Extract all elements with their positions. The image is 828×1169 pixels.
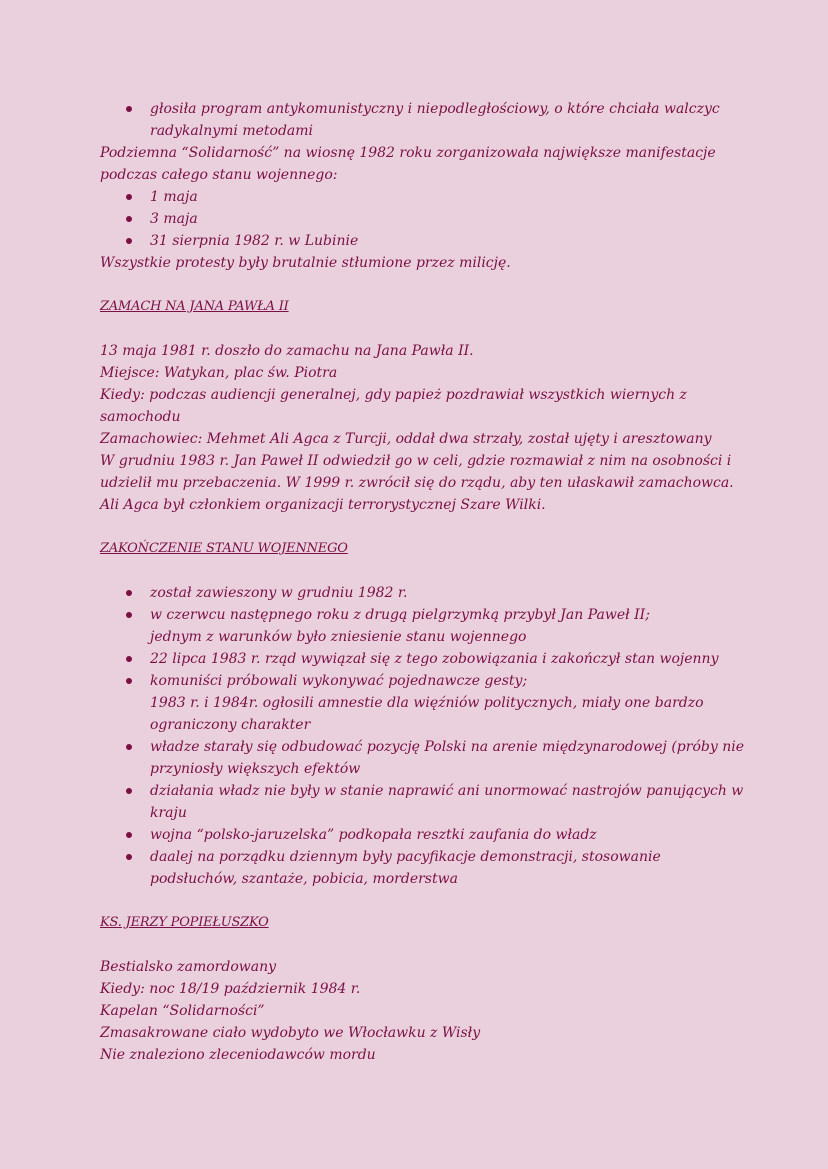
bullet-icon (126, 788, 132, 794)
paragraph-line: W grudniu 1983 r. Jan Paweł II odwiedził go w celi, gdzie rozmawiał z nim na osobności i (100, 453, 732, 469)
list-item (100, 736, 748, 780)
list-item (100, 780, 748, 824)
section-heading-popieluszko: KS. JERZY POPIEŁUSZKO (100, 915, 269, 930)
popieluszko-section (100, 956, 748, 1066)
bullet-icon (126, 590, 132, 596)
intro-list (100, 98, 748, 142)
paragraph-line: udzielił mu przebaczenia. W 1999 r. zwrócił się do rządu, aby ten ułaskawił zamachowca. (100, 475, 734, 491)
paragraph-line: Kapelan “Solidarności” (100, 1003, 265, 1019)
paragraph-line: Kiedy: noc 18/19 październik 1984 r. (100, 981, 361, 997)
bullet-icon (126, 656, 132, 662)
bullet-icon (126, 854, 132, 860)
list-item (100, 186, 748, 208)
text-line: władze starały się odbudować pozycję Polski na arenie międzynarodowej (próby nie (150, 739, 744, 755)
paragraph-line: Zamachowiec: Mehmet Ali Agca z Turcji, oddał dwa strzały, został ujęty i aresztowany (100, 431, 712, 447)
bullet-icon (126, 194, 132, 200)
text-line: 1983 r. i 1984r. ogłosili amnestie dla więźniów politycznych, miały one bardzo (150, 695, 704, 711)
list-item (100, 98, 748, 142)
protest-note: Wszystkie protesty były brutalnie stłumione przez milicję. (100, 255, 511, 271)
text-line: głosiła program antykomunistyczny i niepodległościowy, o które chciała walczyc (150, 101, 720, 117)
list-item (100, 846, 748, 890)
paragraph-line: podczas całego stanu wojennego: (100, 167, 338, 183)
text-line: został zawieszony w grudniu 1982 r. (150, 585, 408, 601)
bullet-icon (126, 832, 132, 838)
paragraph-line: Zmasakrowane ciało wydobyto we Włocławku z Wisły (100, 1025, 481, 1041)
section-heading-zakonczenie: ZAKOŃCZENIE STANU WOJENNEGO (100, 541, 348, 556)
paragraph-line: Miejsce: Watykan, plac św. Piotra (100, 365, 338, 381)
bullet-icon (126, 238, 132, 244)
text-line: w czerwcu następnego roku z drugą pielgrzymką przybył Jan Paweł II; (150, 607, 650, 623)
text-line: działania władz nie były w stanie naprawić ani unormować nastrojów panujących w (150, 783, 744, 799)
bullet-icon (126, 216, 132, 222)
paragraph-line: Bestialsko zamordowany (100, 959, 276, 975)
text-line: radykalnymi metodami (150, 123, 314, 139)
list-item (100, 208, 748, 230)
bullet-icon (126, 744, 132, 750)
text-line: ograniczony charakter (150, 717, 311, 733)
list-item (100, 582, 748, 604)
paragraph-line: Ali Agca był członkiem organizacji terrorystycznej Szare Wilki. (100, 497, 546, 513)
text-line: podsłuchów, szantaże, pobicia, morderstwa (150, 871, 458, 887)
bullet-icon (126, 106, 132, 112)
text-line: przyniosły większych efektów (150, 761, 361, 777)
list-item (100, 230, 748, 252)
text-line: 3 maja (150, 211, 198, 227)
text-line: daalej na porządku dziennym były pacyfikacje demonstracji, stosowanie (150, 849, 661, 865)
list-item (100, 824, 748, 846)
bullet-icon (126, 678, 132, 684)
list-item (100, 648, 748, 670)
list-item (100, 670, 748, 736)
text-line: wojna “polsko-jaruzelska” podkopała resztki zaufania do władz (150, 827, 597, 843)
section-heading-zamach: ZAMACH NA JANA PAWŁA II (100, 299, 289, 314)
text-line: 22 lipca 1983 r. rząd wywiązał się z tego zobowiązania i zakończył stan wojenny (150, 651, 719, 667)
paragraph-line: Podziemna “Solidarność” na wiosnę 1982 roku zorganizowała największe manifestacje (100, 145, 716, 161)
paragraph-line: Nie znaleziono zleceniodawców mordu (100, 1047, 376, 1063)
text-line: 31 sierpnia 1982 r. w Lubinie (150, 233, 359, 249)
text-line: 1 maja (150, 189, 198, 205)
text-line: jednym z warunków było zniesienie stanu wojennego (150, 629, 527, 645)
paragraph-line: Kiedy: podczas audiencji generalnej, gdy papież pozdrawiał wszystkich wiernych z (100, 387, 687, 403)
text-line: komuniści próbowali wykonywać pojednawcze gesty; (150, 673, 528, 689)
paragraph-line: 13 maja 1981 r. doszło do zamachu na Jana Pawła II. (100, 343, 474, 359)
list-item (100, 604, 748, 648)
zamach-section (100, 340, 748, 516)
bullet-icon (126, 612, 132, 618)
manifest-list (100, 186, 748, 252)
zakonczenie-list (100, 582, 748, 890)
text-line: kraju (150, 805, 187, 821)
paragraph-line: samochodu (100, 409, 181, 425)
